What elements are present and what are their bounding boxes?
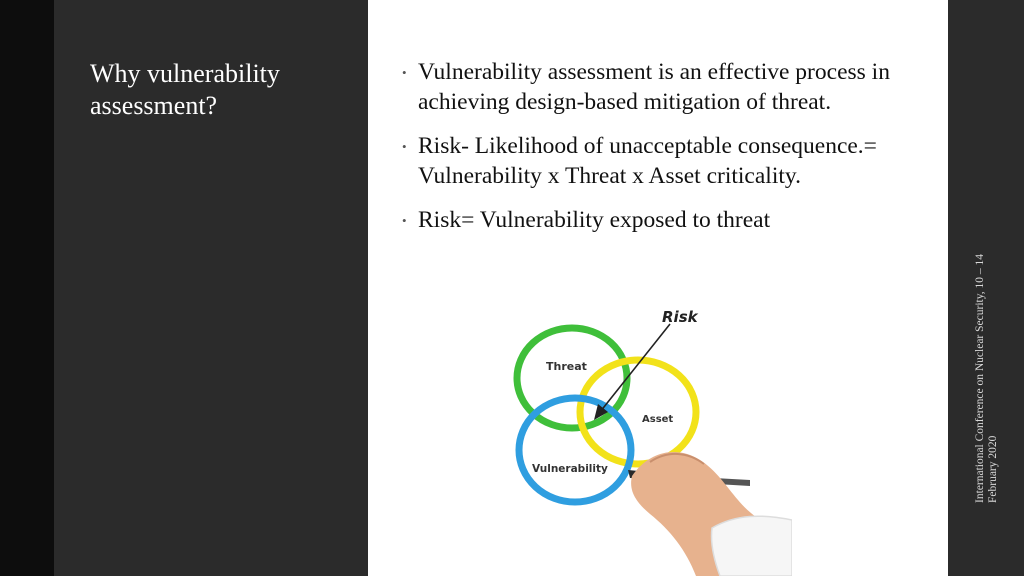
bullet-marker: • [402, 213, 407, 228]
title-panel [54, 0, 368, 576]
bullet-item [398, 58, 918, 117]
side-note-wrap [974, 213, 1004, 503]
bullet-text: Risk- Likelihood of unacceptable consequence.= Vulnerability x Threat x Asset criticality. [418, 133, 877, 189]
bullet-text: Risk= Vulnerability exposed to threat [418, 207, 771, 233]
bullet-marker: • [402, 65, 407, 80]
threat-label: Threat [546, 360, 587, 373]
asset-label: Asset [642, 414, 674, 425]
side-panel [948, 0, 1024, 576]
risk-label: Risk [662, 308, 698, 326]
left-edge-strip [0, 0, 54, 576]
vulnerability-label: Vulnerability [532, 463, 608, 475]
bullet-list [398, 58, 918, 251]
conference-note: International Conference on Nuclear Security, 10 – 14 February 2020 [974, 254, 999, 503]
bullet-item [398, 206, 918, 236]
slide-title: Why vulnerability assessment? [90, 59, 280, 120]
bullet-text: Vulnerability assessment is an effective process in achieving design-based mitigation of threat. [418, 59, 890, 115]
content-area [368, 0, 948, 576]
risk-venn-diagram [500, 300, 792, 576]
bullet-marker: • [402, 139, 407, 154]
bullet-item [398, 132, 918, 191]
shirt-cuff [711, 516, 792, 576]
